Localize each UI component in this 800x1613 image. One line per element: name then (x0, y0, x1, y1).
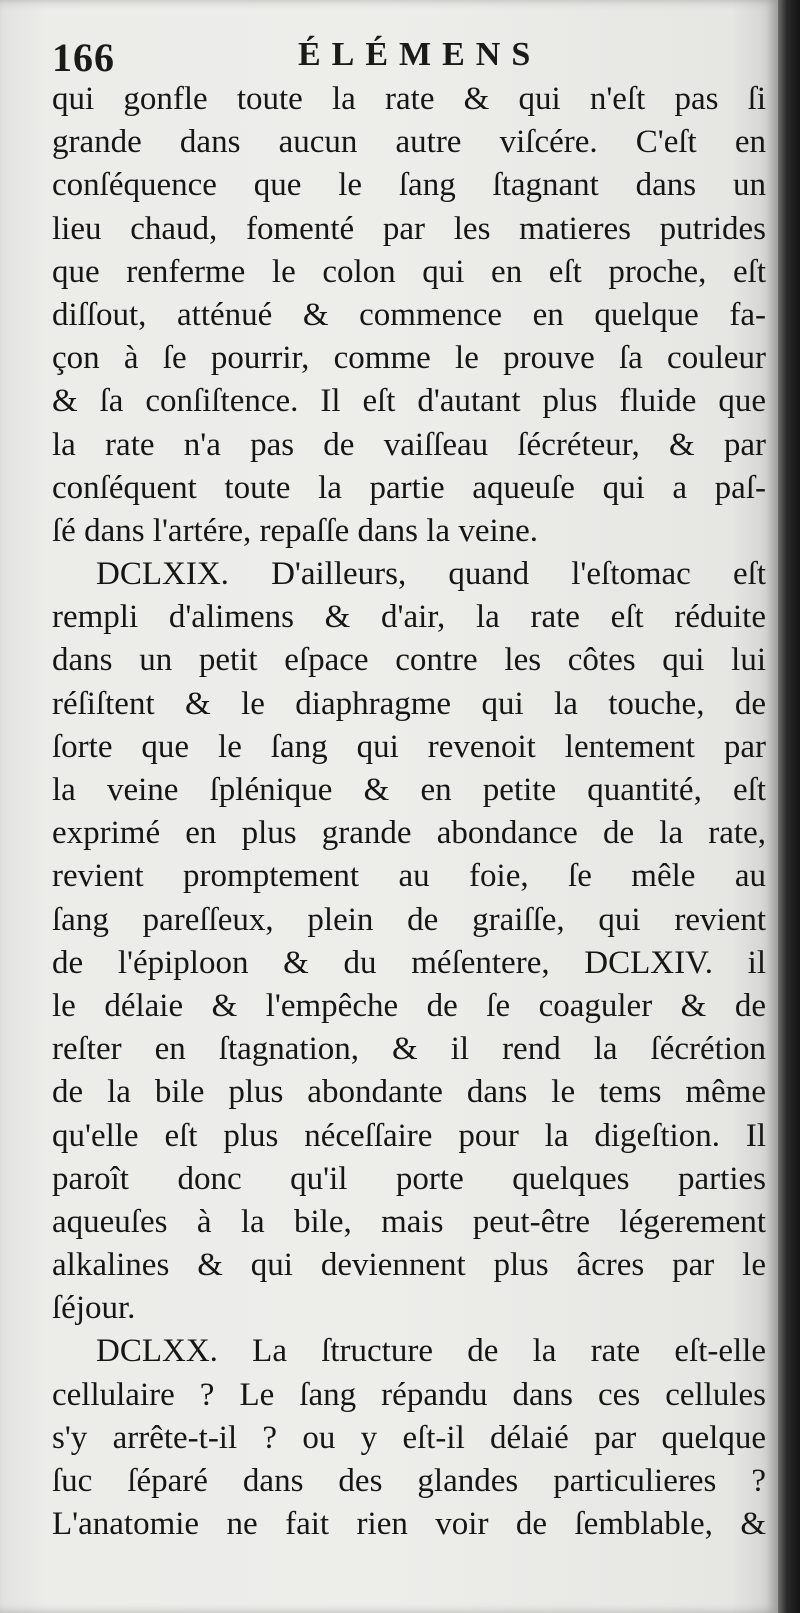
text-line: çon à ſe pourrir, comme le prouve ſa couleur (52, 340, 766, 377)
text-line: revient promptement au foie, ſe mêle au (52, 858, 766, 895)
text-line: ſorte que le ſang qui revenoit lentement par (52, 728, 766, 765)
page-number: 166 (52, 35, 115, 80)
text-line: réſiſtent & le diaphragme qui la touche, de (52, 685, 766, 722)
text-line: que renferme le colon qui en eſt proche, eſt (52, 253, 766, 290)
section-start-line: DCLXX. La ſtructure de la rate eſt-elle (96, 1333, 766, 1370)
text-line: conſéquence que le ſang ſtagnant dans un (52, 167, 766, 204)
text-line: ſuc ſéparé dans des glandes particulieres ? (52, 1463, 766, 1499)
text-line: de l'épiploon & du méſentere, DCLXIV. il (52, 944, 766, 981)
text-line: le délaie & l'empêche de ſe coaguler & de (52, 987, 766, 1024)
text-line: dans un petit eſpace contre les côtes qui lui (52, 642, 766, 679)
text-line: L'anatomie ne fait rien voir de ſemblable, & (52, 1506, 766, 1543)
body-text (52, 78, 766, 1546)
paragraph-end-line: ſé dans l'artére, repaſſe dans la veine. (52, 512, 539, 549)
text-line: alkalines & qui deviennent plus âcres par le (52, 1247, 766, 1284)
text-line: & ſa conſiſtence. Il eſt d'autant plus fluide que (52, 383, 766, 420)
text-line: exprimé en plus grande abondance de la rate, (52, 815, 766, 852)
text-line: la rate n'a pas de vaiſſeau ſécréteur, & par (52, 426, 766, 463)
paragraph-end-line: ſéjour. (52, 1290, 136, 1327)
text-line: ſang pareſſeux, plein de graiſſe, qui revient (52, 901, 766, 938)
text-line: rempli d'alimens & d'air, la rate eſt réduite (52, 599, 766, 636)
text-line: paroît donc qu'il porte quelques parties (52, 1160, 766, 1197)
text-line: cellulaire ? Le ſang répandu dans ces cellules (52, 1376, 766, 1413)
text-line: aqueuſes à la bile, mais peut-être légerement (52, 1203, 766, 1240)
text-line: diſſout, atténué & commence en quelque fa- (52, 296, 766, 333)
text-line: de la bile plus abondante dans le tems même (52, 1074, 766, 1111)
text-line: la veine ſplénique & en petite quantité, eſt (52, 772, 766, 808)
book-spine-shadow (778, 0, 800, 1613)
text-line: qui gonfle toute la rate & qui n'eſt pas ſi (52, 81, 766, 117)
text-line: grande dans aucun autre viſcére. C'eſt en (52, 124, 766, 161)
page-header (52, 26, 752, 82)
section-start-line: DCLXIX. D'ailleurs, quand l'eſtomac eſt (96, 556, 766, 593)
text-line: conſéquent toute la partie aqueuſe qui a paſ- (52, 469, 766, 506)
text-line: reſter en ſtagnation, & il rend la ſécrétion (52, 1031, 766, 1068)
running-title: ÉLÉMENS (298, 36, 542, 73)
text-line: qu'elle eſt plus néceſſaire pour la digeſtion. Il (52, 1117, 766, 1154)
text-line: lieu chaud, fomenté par les matieres putrides (52, 210, 766, 247)
text-line: s'y arrête-t-il ? ou y eſt-il délaié par quelque (52, 1419, 766, 1456)
